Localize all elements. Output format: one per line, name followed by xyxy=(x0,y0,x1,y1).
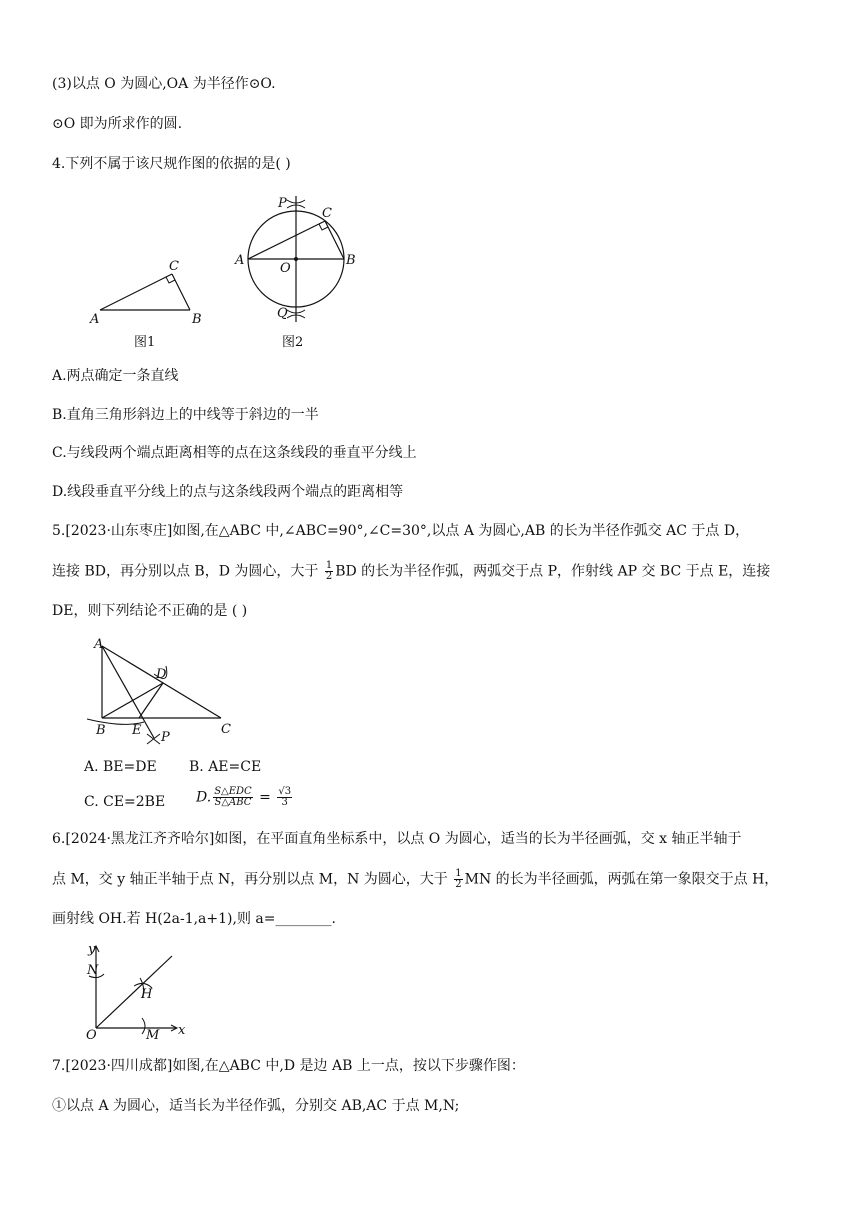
half-fraction: $\frac{1}{2}$ xyxy=(325,560,333,582)
q4-option-c: C.与线段两个端点距离相等的点在这条线段的垂直平分线上 xyxy=(52,445,417,461)
fig2-label-p: P xyxy=(278,196,287,211)
fig2-label-b: B xyxy=(346,253,356,268)
fig2-label-o: O xyxy=(280,261,291,276)
question-6-line-1: 6.[2024·黑龙江齐齐哈尔]如图，在平面直角坐标系中，以点 O 为圆心，适当的长为半径画弧，交 x 轴正半轴于 xyxy=(52,831,742,847)
sqrt3-over-3-fraction: $\frac{√3}{3}$ xyxy=(278,786,292,808)
fig2-label-q: Q xyxy=(277,306,288,321)
question-7-step-1: ①以点 A 为圆心，适当长为半径作弧，分别交 AB,AC 于点 M,N; xyxy=(52,1098,460,1114)
conclusion-text: ⊙O 即为所求作的圆. xyxy=(52,116,183,132)
figure-2-circle xyxy=(234,196,356,350)
figure-1-triangle xyxy=(89,259,202,350)
fig1-label-c: C xyxy=(169,259,179,274)
q5-option-b: B. AE=CE xyxy=(189,759,262,775)
fig5-label-d: D xyxy=(156,667,167,682)
q4-option-d: D.线段垂直平分线上的点与这条线段两个端点的距离相等 xyxy=(52,484,404,500)
fig6-label-m: M xyxy=(146,1028,160,1043)
q4-option-b: B.直角三角形斜边上的中线等于斜边的一半 xyxy=(52,407,319,423)
question-4-stem: 4.下列不属于该尺规作图的依据的是( ) xyxy=(52,156,291,172)
fig1-label-a: A xyxy=(90,312,100,327)
fig6-label-o: O xyxy=(86,1028,97,1043)
fig5-label-e: E xyxy=(132,723,142,738)
q4-option-a: A.两点确定一条直线 xyxy=(52,368,179,384)
q6-figure xyxy=(84,942,214,1042)
fig6-label-h: H xyxy=(141,987,153,1002)
fig5-label-b: B xyxy=(96,723,106,738)
step-3-text: (3)以点 O 为圆心,OA 为半径作⊙O. xyxy=(52,76,276,92)
fig2-label-c: C xyxy=(322,206,332,221)
question-5-line-3: DE，则下列结论不正确的是 ( ) xyxy=(52,603,248,619)
question-7-line-1: 7.[2023·四川成都]如图,在△ABC 中,D 是边 AB 上一点，按以下步骤作图： xyxy=(52,1058,525,1074)
question-5-line-1: 5.[2023·山东枣庄]如图,在△ABC 中,∠ABC=90°,∠C=30°,以点 A 为圆心,AB 的长为半径作弧交 AC 于点 D， xyxy=(52,523,750,539)
fig6-label-n: N xyxy=(87,963,99,978)
fig2-label-a: A xyxy=(235,253,245,268)
fig1-caption: 图1 xyxy=(134,335,156,350)
fig6-label-y: y xyxy=(88,942,96,957)
q4-figures xyxy=(80,188,380,358)
area-ratio-fraction: $\frac{\text{S△EDC}}{\text{S△ABC}}$ xyxy=(214,786,252,808)
half-fraction-2: $\frac{1}{2}$ xyxy=(455,868,462,890)
question-5-line-2: 连接 BD，再分别以点 B，D 为圆心，大于 $\frac{1}{2}$ BD 的长为半径作弧，两弧交于点 P，作射线 AP 交 BC 于点 E，连接 xyxy=(52,560,771,582)
q5-option-c: C. CE=2BE xyxy=(84,794,166,810)
fig5-label-a: A xyxy=(94,637,104,652)
fig5-label-c: C xyxy=(221,722,231,737)
q5-figure xyxy=(84,636,254,746)
question-6-line-3: 画射线 OH.若 H(2a-1,a+1),则 a=________. xyxy=(52,911,336,927)
fig1-label-b: B xyxy=(192,312,202,327)
question-6-line-2: 点 M，交 y 轴正半轴于点 N，再分别以点 M，N 为圆心，大于 $\frac{1}{2}$ MN 的长为半径画弧，两弧在第一象限交于点 H， xyxy=(52,868,779,890)
q5-option-a: A. BE=DE xyxy=(84,759,157,775)
fig6-label-x: x xyxy=(178,1023,186,1038)
fig2-caption: 图2 xyxy=(282,335,304,350)
q5-option-d: D. $\frac{\text{S△EDC}}{\text{S△ABC}}$ = $\frac{√3}{3}$ xyxy=(196,786,292,808)
fig5-label-p: P xyxy=(161,730,170,745)
